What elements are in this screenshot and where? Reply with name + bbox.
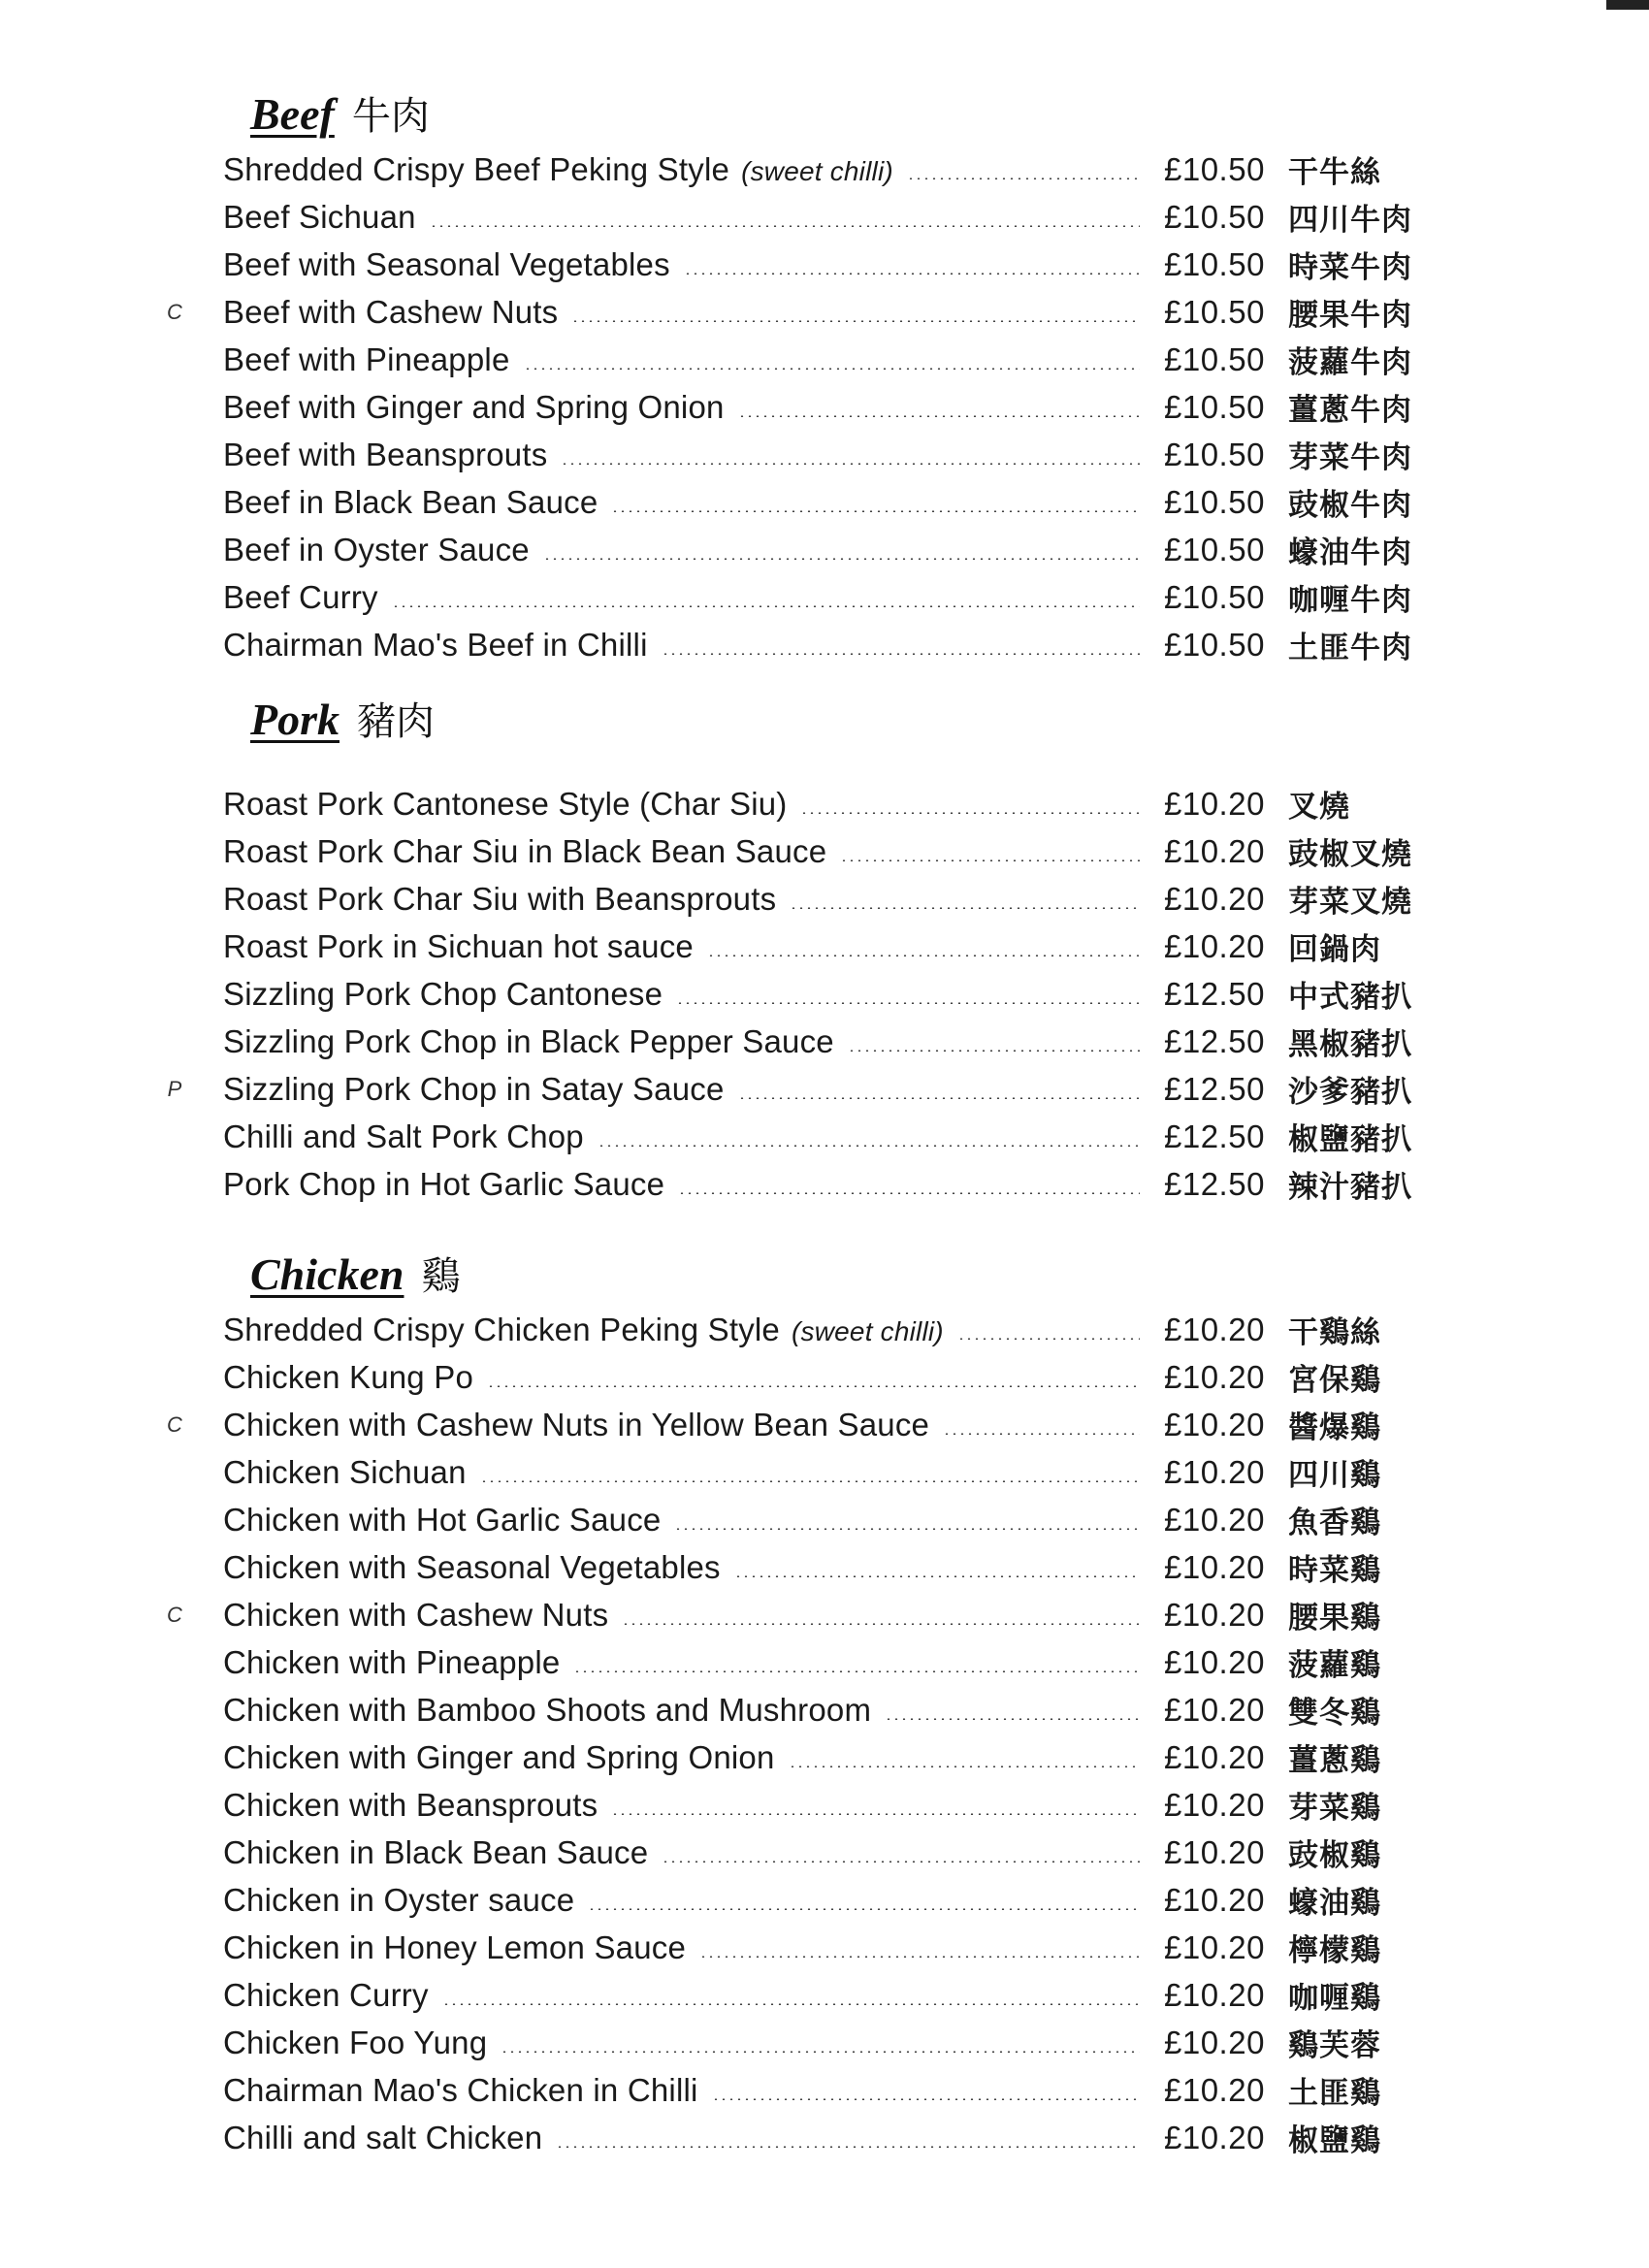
dish-name-text: Chicken Curry [223, 1976, 429, 2013]
dotted-leader [707, 955, 1140, 956]
dish-name-text: Chairman Mao's Chicken in Chilli [223, 2071, 698, 2108]
dish-name [223, 532, 530, 568]
dish-name [223, 1407, 929, 1443]
dish-name [223, 1118, 584, 1155]
dish-name [223, 1834, 648, 1871]
dish-name [223, 1454, 467, 1491]
dish-name-zh: 醬爆鷄 [1288, 1410, 1381, 1445]
menu-item [194, 241, 1455, 288]
menu-item [194, 1113, 1455, 1160]
dish-name-zh: 豉椒牛肉 [1288, 488, 1412, 523]
menu-item [194, 1686, 1455, 1733]
dish-name-zh: 薑蔥鷄 [1288, 1743, 1381, 1778]
menu-item [194, 1448, 1455, 1496]
dish-name-zh: 蠔油鷄 [1288, 1886, 1381, 1921]
menu-list [167, 146, 1455, 668]
dish-name [223, 1502, 661, 1539]
dish-name [223, 928, 694, 965]
dish-price: £10.20 [1164, 1976, 1265, 2013]
dish-marker: C [167, 299, 182, 324]
dish-name [223, 294, 558, 331]
menu-item [194, 431, 1455, 478]
dish-price: £12.50 [1164, 975, 1265, 1012]
dish-name-zh: 芽菜鷄 [1288, 1791, 1381, 1826]
menu-list [167, 780, 1455, 1208]
dish-name [223, 1312, 944, 1348]
dish-name [223, 1071, 725, 1108]
menu-list [167, 1306, 1455, 2161]
dotted-leader [501, 2051, 1140, 2053]
dish-name [223, 389, 725, 426]
dish-price: £10.50 [1164, 245, 1265, 282]
dotted-leader [957, 1338, 1140, 1340]
dish-name-zh: 魚香鷄 [1288, 1506, 1381, 1540]
dish-name-text: Beef in Oyster Sauce [223, 531, 530, 567]
dish-name [223, 1644, 560, 1681]
dish-name [223, 1929, 686, 1966]
dish-name [223, 1787, 598, 1824]
dish-name-zh: 豉椒叉燒 [1288, 837, 1412, 872]
dotted-leader [684, 273, 1140, 275]
section-title-en: Pork [250, 695, 340, 744]
dish-price: £10.50 [1164, 436, 1265, 472]
dish-name-zh: 土匪牛肉 [1288, 631, 1412, 665]
dish-name-text: Chairman Mao's Beef in Chilli [223, 626, 648, 663]
dotted-leader [678, 1192, 1140, 1194]
dish-name-text: Sizzling Pork Chop in Black Pepper Sauce [223, 1022, 834, 1059]
dish-name-text: Beef with Cashew Nuts [223, 293, 559, 330]
scan-edge-mark [1606, 0, 1649, 10]
dish-name-text: Chicken Kung Po [223, 1358, 473, 1395]
menu-item [194, 780, 1455, 827]
dish-price: £12.50 [1164, 1118, 1265, 1154]
dish-name-text: Chicken with Cashew Nuts in Yellow Bean Sauce [223, 1406, 930, 1442]
dish-name [223, 881, 776, 918]
dish-price: £10.20 [1164, 832, 1265, 869]
dish-price: £10.20 [1164, 1786, 1265, 1823]
menu-item [194, 193, 1455, 241]
dish-name [223, 1023, 834, 1060]
dish-name-text: Roast Pork in Sichuan hot sauce [223, 927, 694, 964]
menu-item [194, 1733, 1455, 1781]
dish-price: £10.50 [1164, 626, 1265, 663]
menu-item [194, 573, 1455, 621]
dish-price: £10.20 [1164, 1738, 1265, 1775]
dish-name-zh: 時菜牛肉 [1288, 250, 1412, 285]
menu-item [194, 1638, 1455, 1686]
dish-name-zh: 叉燒 [1288, 790, 1350, 825]
dish-name-zh: 雙冬鷄 [1288, 1696, 1381, 1731]
dotted-leader [480, 1480, 1140, 1482]
dotted-leader [699, 1956, 1140, 1958]
menu-item [194, 336, 1455, 383]
dish-name-text: Chicken with Seasonal Vegetables [223, 1548, 721, 1585]
dish-name-zh: 檸檬鷄 [1288, 1933, 1381, 1968]
dotted-leader [571, 320, 1140, 322]
dish-name [223, 786, 787, 823]
dotted-leader [738, 415, 1140, 417]
menu-item [194, 621, 1455, 668]
menu-item [194, 1160, 1455, 1208]
dish-name [223, 246, 670, 283]
menu-item [194, 1971, 1455, 2019]
dish-name [223, 1597, 608, 1634]
dish-note: (sweet chilli) [792, 1315, 944, 1346]
dish-marker: C [167, 1411, 182, 1437]
menu-item [194, 875, 1455, 923]
dish-name-zh: 芽菜牛肉 [1288, 440, 1412, 475]
dotted-leader [662, 653, 1140, 655]
dish-price: £10.50 [1164, 293, 1265, 330]
dish-price: £10.20 [1164, 2024, 1265, 2060]
dish-price: £10.50 [1164, 483, 1265, 520]
dish-name-text: Chicken with Pineapple [223, 1643, 561, 1680]
dish-price: £10.50 [1164, 150, 1265, 187]
dish-name-zh: 鷄芙蓉 [1288, 2028, 1381, 2063]
dish-name-zh: 菠蘿牛肉 [1288, 345, 1412, 380]
menu-item [194, 1353, 1455, 1401]
dish-price: £10.20 [1164, 1358, 1265, 1395]
dish-name-zh: 椒鹽豬扒 [1288, 1122, 1412, 1157]
dotted-leader [943, 1433, 1140, 1435]
dish-name-text: Shredded Crispy Chicken Peking Style [223, 1311, 780, 1347]
dish-name-zh: 辣汁豬扒 [1288, 1170, 1412, 1205]
dotted-leader [676, 1002, 1140, 1004]
section-title-en: Chicken [250, 1249, 404, 1299]
menu-item [167, 288, 1455, 336]
section-title-en: Beef [250, 89, 335, 139]
dotted-leader [622, 1623, 1140, 1625]
dotted-leader [543, 558, 1140, 560]
dish-name-text: Chicken with Hot Garlic Sauce [223, 1501, 662, 1538]
dotted-leader [524, 368, 1140, 370]
dotted-leader [789, 1766, 1140, 1767]
dish-price: £12.50 [1164, 1165, 1265, 1202]
menu-item [194, 478, 1455, 526]
dotted-leader [907, 178, 1140, 179]
dish-name [223, 1882, 574, 1919]
dotted-leader [573, 1670, 1140, 1672]
dish-name-text: Beef with Pineapple [223, 340, 510, 377]
dish-name-text: Chicken Sichuan [223, 1453, 467, 1490]
dish-name [223, 1739, 775, 1776]
dish-name [223, 1977, 429, 2014]
dish-name-zh: 腰果鷄 [1288, 1601, 1381, 1636]
dish-name-text: Beef in Black Bean Sauce [223, 483, 598, 520]
dish-name [223, 833, 826, 870]
dish-name-text: Chicken in Black Bean Sauce [223, 1833, 649, 1870]
dotted-leader [442, 2003, 1140, 2005]
dotted-leader [611, 1813, 1140, 1815]
dotted-leader [487, 1385, 1140, 1387]
dish-price: £10.20 [1164, 1548, 1265, 1585]
dish-name-text: Beef Sichuan [223, 198, 416, 235]
dish-price: £10.20 [1164, 1928, 1265, 1965]
dish-name-zh: 豉椒鷄 [1288, 1838, 1381, 1873]
dotted-leader [392, 605, 1140, 607]
dish-name-text: Beef with Ginger and Spring Onion [223, 388, 725, 425]
section-title-zh: 牛肉 [351, 94, 430, 139]
dish-price: £12.50 [1164, 1070, 1265, 1107]
dish-price: £10.20 [1164, 880, 1265, 917]
dish-name [223, 484, 598, 521]
section-title [250, 1246, 460, 1304]
dish-price: £10.50 [1164, 531, 1265, 567]
menu-item [194, 1924, 1455, 1971]
dish-price: £10.20 [1164, 1596, 1265, 1633]
dish-name [223, 1692, 871, 1729]
dotted-leader [674, 1528, 1140, 1530]
dish-name-text: Chicken with Cashew Nuts [223, 1596, 609, 1633]
dish-name-text: Sizzling Pork Chop Cantonese [223, 975, 663, 1012]
section-title [250, 691, 435, 749]
menu-item [167, 1401, 1455, 1448]
dish-name-zh: 薑蔥牛肉 [1288, 393, 1412, 428]
dish-name-text: Beef with Seasonal Vegetables [223, 245, 670, 282]
dish-name-zh: 芽菜叉燒 [1288, 885, 1412, 920]
menu-item [194, 2066, 1455, 2114]
dotted-leader [840, 859, 1140, 861]
dish-name-text: Sizzling Pork Chop in Satay Sauce [223, 1070, 725, 1107]
dotted-leader [588, 1908, 1140, 1910]
dish-name-zh: 土匪鷄 [1288, 2076, 1381, 2111]
menu-item [194, 1829, 1455, 1876]
dotted-leader [885, 1718, 1140, 1720]
dish-price: £10.20 [1164, 1311, 1265, 1347]
section-title-zh: 鷄 [421, 1254, 461, 1299]
dish-name-text: Chilli and salt Chicken [223, 2119, 543, 2155]
dish-price: £10.20 [1164, 1406, 1265, 1442]
dish-name-text: Chicken in Oyster sauce [223, 1881, 575, 1918]
menu-item [194, 1543, 1455, 1591]
dish-name [223, 199, 416, 236]
dish-note: (sweet chilli) [741, 155, 893, 186]
dish-name [223, 627, 648, 664]
dotted-leader [800, 812, 1140, 814]
menu-item [194, 1876, 1455, 1924]
dish-name-zh: 中式豬扒 [1288, 980, 1412, 1015]
dish-name [223, 1166, 664, 1203]
dish-name-text: Chicken in Honey Lemon Sauce [223, 1928, 687, 1965]
dish-name-zh: 蠔油牛肉 [1288, 535, 1412, 570]
dish-name-zh: 時菜鷄 [1288, 1553, 1381, 1588]
dish-name-text: Pork Chop in Hot Garlic Sauce [223, 1165, 665, 1202]
dish-name-zh: 咖喱牛肉 [1288, 583, 1412, 618]
dish-name-zh: 咖喱鷄 [1288, 1981, 1381, 2016]
dish-name-zh: 四川牛肉 [1288, 203, 1412, 238]
menu-item [194, 827, 1455, 875]
dotted-leader [598, 1145, 1140, 1147]
menu-item [194, 923, 1455, 970]
menu-item [167, 1065, 1455, 1113]
dish-price: £10.20 [1164, 1833, 1265, 1870]
dish-name-text: Chicken Foo Yung [223, 2024, 488, 2060]
menu-item [194, 1018, 1455, 1065]
menu-item [194, 1781, 1455, 1829]
dotted-leader [790, 907, 1140, 909]
menu-item [194, 1306, 1455, 1353]
dotted-leader [430, 225, 1140, 227]
dish-name-text: Chilli and Salt Pork Chop [223, 1118, 584, 1154]
dish-price: £10.50 [1164, 578, 1265, 615]
dish-price: £10.20 [1164, 2119, 1265, 2155]
dish-price: £12.50 [1164, 1022, 1265, 1059]
menu-item [194, 146, 1455, 193]
dish-name [223, 2025, 487, 2061]
dish-price: £10.20 [1164, 927, 1265, 964]
dish-name-zh: 宮保鷄 [1288, 1363, 1381, 1398]
dish-name-zh: 干牛絲 [1288, 155, 1381, 190]
dish-name-text: Chicken with Beansprouts [223, 1786, 598, 1823]
dish-name [223, 976, 663, 1013]
dish-name-zh: 回鍋肉 [1288, 932, 1381, 967]
dish-name-zh: 腰果牛肉 [1288, 298, 1412, 333]
dish-price: £10.20 [1164, 1453, 1265, 1490]
dish-name-zh: 沙爹豬扒 [1288, 1075, 1412, 1110]
dish-price: £10.20 [1164, 2071, 1265, 2108]
dish-marker: P [167, 1076, 182, 1101]
dish-name [223, 1359, 473, 1396]
dish-price: £10.50 [1164, 198, 1265, 235]
dish-name [223, 151, 893, 188]
dish-name-zh: 黑椒豬扒 [1288, 1027, 1412, 1062]
section-title-zh: 豬肉 [357, 699, 435, 744]
dish-price: £10.50 [1164, 388, 1265, 425]
dotted-leader [848, 1050, 1140, 1052]
dish-price: £10.20 [1164, 1881, 1265, 1918]
dish-name-text: Beef Curry [223, 578, 378, 615]
dish-name-zh: 四川鷄 [1288, 1458, 1381, 1493]
dish-name-text: Chicken with Bamboo Shoots and Mushroom [223, 1691, 872, 1728]
menu-item [194, 383, 1455, 431]
dish-name [223, 2120, 542, 2156]
menu-item [194, 2114, 1455, 2161]
dotted-leader [734, 1575, 1140, 1577]
dish-name-text: Roast Pork Char Siu with Beansprouts [223, 880, 777, 917]
menu-item [194, 2019, 1455, 2066]
dish-name-text: Beef with Beansprouts [223, 436, 548, 472]
dotted-leader [738, 1097, 1140, 1099]
dotted-leader [712, 2098, 1140, 2100]
dish-price: £10.50 [1164, 340, 1265, 377]
dish-price: £10.20 [1164, 785, 1265, 822]
dish-name-text: Roast Pork Cantonese Style (Char Siu) [223, 785, 788, 822]
dish-name-text: Shredded Crispy Beef Peking Style [223, 150, 730, 187]
dotted-leader [611, 510, 1140, 512]
dish-name [223, 1549, 721, 1586]
dish-name-zh: 椒鹽鷄 [1288, 2123, 1381, 2158]
dish-name [223, 579, 378, 616]
dish-name-zh: 干鷄絲 [1288, 1315, 1381, 1350]
dotted-leader [662, 1861, 1140, 1863]
menu-item [167, 1591, 1455, 1638]
section-title [250, 85, 430, 144]
dotted-leader [556, 2146, 1140, 2148]
dish-price: £10.20 [1164, 1691, 1265, 1728]
dish-price: £10.20 [1164, 1501, 1265, 1538]
menu-item [194, 526, 1455, 573]
dish-name-zh: 菠蘿鷄 [1288, 1648, 1381, 1683]
menu-item [194, 970, 1455, 1018]
dish-name-text: Roast Pork Char Siu in Black Bean Sauce [223, 832, 827, 869]
dish-name [223, 437, 547, 473]
dotted-leader [561, 463, 1140, 465]
dish-marker: C [167, 1602, 182, 1627]
dish-name-text: Chicken with Ginger and Spring Onion [223, 1738, 775, 1775]
dish-name [223, 2072, 698, 2109]
dish-price: £10.20 [1164, 1643, 1265, 1680]
menu-item [194, 1496, 1455, 1543]
dish-name [223, 341, 510, 378]
